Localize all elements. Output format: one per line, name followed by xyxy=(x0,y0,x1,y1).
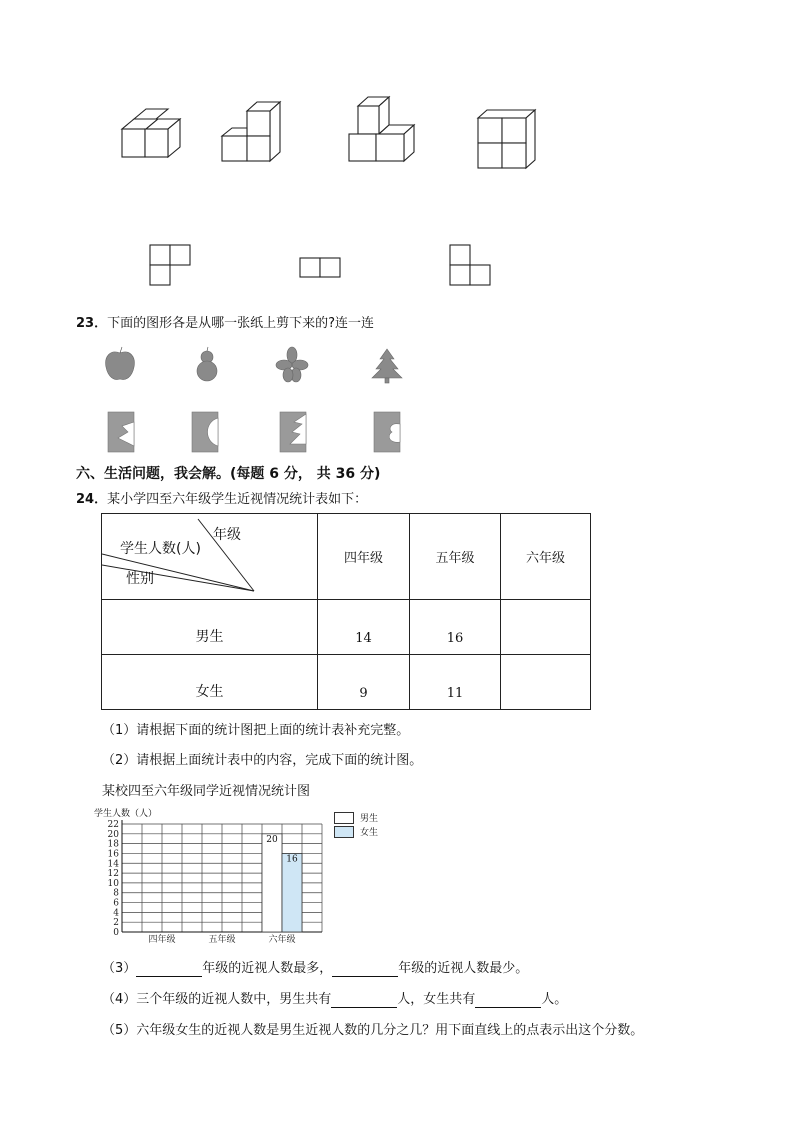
apple-shape-icon xyxy=(106,347,135,380)
answer-blank[interactable] xyxy=(331,992,397,1008)
y-tick-label: 2 xyxy=(113,918,119,929)
sub3-prefix: （3） xyxy=(102,961,137,976)
answer-blank[interactable] xyxy=(475,992,541,1008)
header-grade: 年级 xyxy=(213,527,241,543)
y-tick-label: 22 xyxy=(107,820,119,830)
y-tick-label: 18 xyxy=(107,839,119,850)
data-label: 16 xyxy=(286,854,298,865)
table-row xyxy=(102,600,591,655)
sub-question-2: （2）请根据上面统计表中的内容，完成下面的统计图。 xyxy=(102,753,423,768)
x-tick-label: 六年级 xyxy=(268,935,296,945)
table-row xyxy=(102,655,591,710)
cube-figure-2 xyxy=(222,102,280,161)
column-header: 四年级 xyxy=(318,514,410,600)
table-header-row xyxy=(102,514,591,600)
sub-question-4 xyxy=(102,988,567,1008)
sub-question-3 xyxy=(102,957,528,977)
sub3-suffix: 年级的近视人数最少。 xyxy=(398,961,529,976)
y-tick-label: 14 xyxy=(107,859,119,870)
table-cell: 9 xyxy=(318,655,410,710)
bar xyxy=(262,834,282,932)
view-figure-1 xyxy=(150,245,190,285)
table-cell: 11 xyxy=(410,655,501,710)
cube-figure-1 xyxy=(122,109,180,157)
question-text: 某小学四至六年级学生近视情况统计表如下： xyxy=(107,492,368,507)
table-cell: 14 xyxy=(318,600,410,655)
sub-question-5: （5）六年级女生的近视人数是男生近视人数的几分之几？用下面直线上的点表示出这个分数。 xyxy=(102,1023,644,1038)
gourd-shape-icon xyxy=(197,347,217,381)
view-figure-2 xyxy=(300,258,340,277)
x-tick-label: 五年级 xyxy=(208,935,236,945)
table-cell-blank[interactable] xyxy=(501,655,591,710)
chart-ylabel: 学生人数（人） xyxy=(94,809,158,819)
sub4-suffix: 人。 xyxy=(541,992,568,1007)
paper-4 xyxy=(374,412,400,452)
table-cell-blank[interactable] xyxy=(501,600,591,655)
bar xyxy=(282,853,302,932)
y-tick-label: 4 xyxy=(113,908,119,919)
section-title: 六、生活问题，我会解。(每题 6 分， 共 36 分) xyxy=(76,466,381,482)
bar-chart xyxy=(100,818,340,946)
column-header: 六年级 xyxy=(501,514,591,600)
legend-label-boys: 男生 xyxy=(360,814,379,824)
legend-label-girls: 女生 xyxy=(360,828,379,838)
view-figures xyxy=(145,240,495,290)
y-tick-label: 8 xyxy=(113,888,119,899)
sub3-middle: 年级的近视人数最多， xyxy=(202,961,333,976)
paper-3 xyxy=(280,412,306,452)
answer-blank[interactable] xyxy=(136,961,202,977)
row-label: 女生 xyxy=(102,655,318,710)
y-tick-label: 10 xyxy=(107,878,119,889)
sub4-prefix: （4）三个年级的近视人数中，男生共有 xyxy=(102,992,332,1007)
question-number: 24． xyxy=(76,492,108,507)
view-figure-3 xyxy=(450,245,490,285)
y-tick-label: 0 xyxy=(113,928,119,938)
cube-figures xyxy=(110,92,550,172)
y-tick-label: 20 xyxy=(107,829,119,840)
header-gender: 性别 xyxy=(126,571,154,587)
tree-shape-icon xyxy=(372,349,402,383)
y-tick-label: 6 xyxy=(113,898,119,909)
stats-table xyxy=(101,513,591,710)
question-24 xyxy=(76,488,367,507)
cube-figure-3 xyxy=(349,97,414,161)
sub4-middle: 人，女生共有 xyxy=(397,992,476,1007)
table-corner-cell xyxy=(102,514,318,600)
cutout-shapes xyxy=(100,345,420,385)
x-tick-label: 四年级 xyxy=(148,935,176,945)
legend-swatch-boys xyxy=(334,812,354,824)
column-header: 五年级 xyxy=(410,514,501,600)
question-23 xyxy=(76,312,374,331)
legend-swatch-girls xyxy=(334,826,354,838)
row-label: 男生 xyxy=(102,600,318,655)
flower-shape-icon xyxy=(276,347,308,382)
question-text: 下面的图形各是从哪一张纸上剪下来的?连一连 xyxy=(107,316,374,331)
paper-2 xyxy=(192,412,218,452)
question-number: 23． xyxy=(76,316,108,331)
table-cell: 16 xyxy=(410,600,501,655)
data-label: 20 xyxy=(266,834,278,845)
sub-question-1: （1）请根据下面的统计图把上面的统计表补充完整。 xyxy=(102,723,410,738)
cube-figure-4 xyxy=(478,110,535,168)
y-tick-label: 16 xyxy=(107,849,119,860)
chart-title: 某校四至六年级同学近视情况统计图 xyxy=(102,784,311,799)
folded-papers xyxy=(100,408,420,456)
header-count: 学生人数(人) xyxy=(120,541,201,557)
y-tick-label: 12 xyxy=(107,869,119,880)
answer-blank[interactable] xyxy=(332,961,398,977)
paper-1 xyxy=(108,412,134,452)
